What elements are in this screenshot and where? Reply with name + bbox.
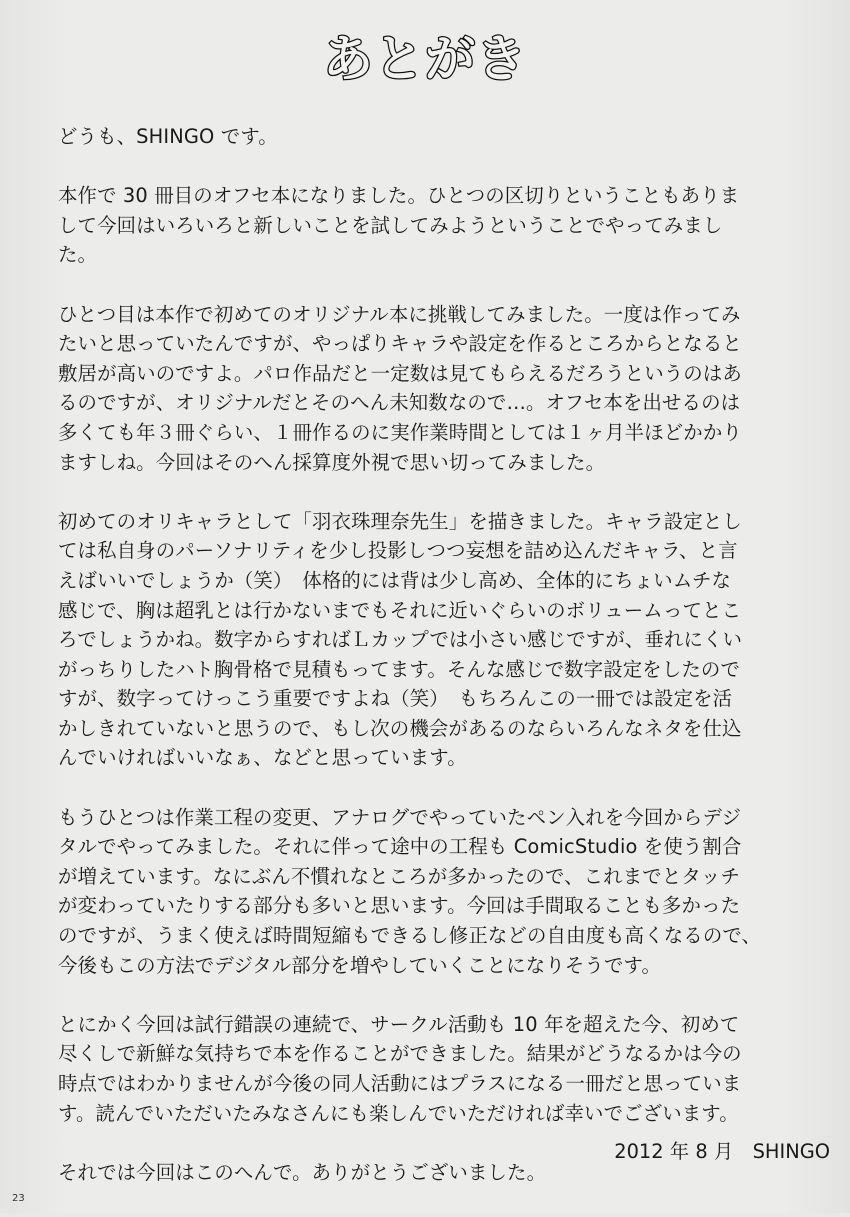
paragraph: どうも、SHINGO です。 [58,125,278,148]
paragraph: ひとつ目は本作で初めてのオリジナル本に挑戦してみました。一度は作ってみ たいと思っていたんですが、やっぱりキャラや設定を作るところからとなると 敷居が高いのですよ。パロ作品だと一定数は見てもらえるだろうというのはあ るのですが、オリジナルだとそのへん未知数なので…。オフセ本を出せるのは 多くても年３冊ぐらい、１冊作るのに実作業時間としては１ヶ月半ほどかかり ますしね。今回はそのへん採算度外視で思い切ってみました。 [58,302,742,474]
paragraph: それでは今回はこのへんで。ありがとうございました。 [58,1160,547,1184]
signature-date: 2012 年 8 月 SHINGO [614,1140,830,1163]
page-number: 23 [12,1193,25,1204]
paragraph: とにかく今回は試行錯誤の連続で、サークル活動も 10 年を超えた今、初めて 尽くしで新鮮な気持ちで本を作ることができました。結果がどうなるかは今の 時点ではわかりませんが今後の同人活動にはプラスになる一冊だと思っていま す。読んでいただいたみなさんにも楽しんでいただければ幸いでございます。 [58,1012,742,1125]
title-text: あとがき [323,30,527,88]
page-title [0,28,850,90]
paragraph: 本作で 30 冊目のオフセ本になりました。ひとつの区切りということもありま して今回はいろいろと新しいことを試してみようということでやってみまし た。 [58,184,740,267]
afterword-body [58,122,848,1217]
paragraph: 初めてのオリキャラとして「羽衣珠理奈先生」を描きました。キャラ設定とし ては私自身のパーソナリティを少し投影しつつ妄想を詰め込んだキャラ、と言 えばいいでしょうか（笑） 体格的には背は少し高め、全体的にちょいムチな 感じで、胸は超乳とは行かないまでもそれに近いぐらいのボリュームってとこ ろでしょうかね。数字からすればＬカップでは小さい感じですが、垂れにくい がっちりしたハト胸骨格で見積もってます。そんな感じで数字設定をしたので すが、数字ってけっこう重要ですよね（笑） もちろんこの一冊では設定を活 かしきれていないと思うので、もし次の機会があるのならいろんなネタを仕込 んでいければいいなぁ、などと思っています。 [58,509,743,770]
paragraph: もうひとつは作業工程の変更、アナログでやっていたペン入れを今回からデジ タルでやってみました。それに伴って途中の工程も ComicStudio を使う割合 が増えています。なにぶん不慣れなところが多かったので、これまでとタッチ が変わっていたりする部分も多いと思います。今回は手間取ることも多かった のですが、うまく使えば時間短縮もできるし修正などの自由度も高くなるので、 今後もこの方法でデジタル部分を増やしていくことになりそうです。 [58,805,762,977]
